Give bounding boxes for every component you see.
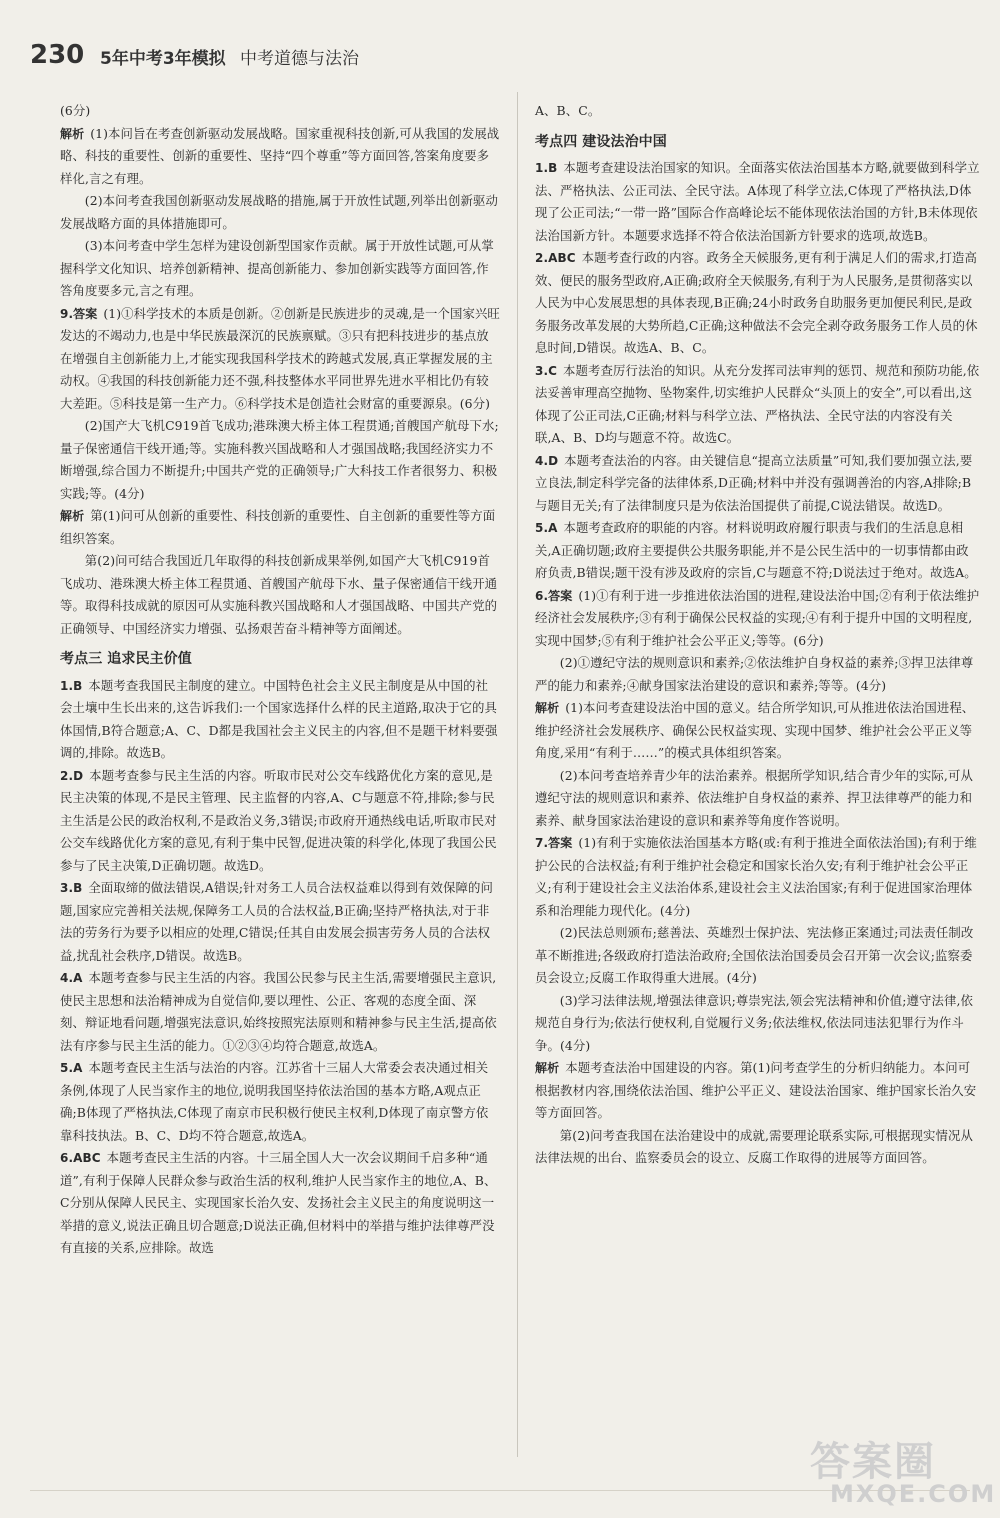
paragraph (535, 832, 980, 922)
watermark-line1: 答案圈 (810, 1439, 936, 1485)
answer-label: 6.ABC (60, 1151, 101, 1165)
paragraph (60, 877, 500, 967)
paragraph-text: (2)本问考查我国创新驱动发展战略的措施,属于开放性试题,列举出创新驱动发展战略方面的具体措施即可。 (60, 193, 498, 231)
answer-label: 9.答案 (60, 306, 98, 321)
paragraph-text: 本题考查民主生活与法治的内容。江苏省十三届人大常委会表决通过相关条例,体现了人民当家作主的地位,说明我国坚持依法治国的基本方略,A观点正确;B体现了严格执法,C体现了南京市民积极行使民主权利,D体现了南京警方依靠科技执法。B、C、D均不符合题意,故选A。 (60, 1060, 489, 1143)
paragraph (60, 675, 500, 765)
section-heading: 考点四 建设法治中国 (535, 133, 667, 150)
paragraph-text: 本题考查建设法治国家的知识。全面落实依法治国基本方略,就要做到科学立法、严格执法、公正司法、全民守法。A体现了科学立法,C体现了严格执法,D体现了公正司法;“一带一路”国际合作高峰论坛不能体现依法治国的方针,B未体现依法治国新方针。本题要求选择不符合依法治国新方针要求的选项,故选B。 (535, 160, 980, 243)
paragraph-text: 本题考查行政的内容。政务全天候服务,更有利于满足人们的需求,打造高效、便民的服务型政府,A正确;政府全天候服务,有利于为人民服务,是贯彻落实以人民为中心发展思想的具体表现,B正确;24小时政务自助服务更加便民利民,是政务服务改革发展的大势所趋,C正确;这种做法不会完全剥夺政务服务工作人员的休息时间,D错误。故选A、B、C。 (535, 250, 978, 355)
paragraph-text: 本题考查法治中国建设的内容。第(1)问考查学生的分析归纳能力。本问可根据教材内容,围绕依法治国、维护公平正义、建设法治国家、维护国家长治久安等方面回答。 (535, 1060, 977, 1120)
answer-label: 2.ABC (535, 251, 576, 265)
answer-label: 6.答案 (535, 588, 573, 603)
paragraph (535, 1057, 980, 1125)
section-heading: 考点三 追求民主价值 (60, 651, 192, 667)
answer-label: 解析 (535, 701, 560, 715)
paragraph (535, 697, 980, 765)
paragraph-text: 本题考查参与民主生活的内容。听取市民对公交车线路优化方案的意见,是民主决策的体现,不是民主管理、民主监督的内容,A、C与题意不符,排除;参与民主生活是公民的政治权利,不是政治义务,3错误;市政府开通热线电话,听取市民对公交车线路优化方案的意见,有利于集中民智,促进决策的科学化,体现了我国公民参与了民主决策,D正确切题。故选D。 (60, 767, 497, 873)
paragraph-text: 本题考查参与民主生活的内容。我国公民参与民主生活,需要增强民主意识,使民主思想和法治精神成为自觉信仰,要以理性、公正、客观的态度全面、深刻、辩证地看问题,增强宪法意识,始终按照宪法原则和精神参与民主生活,提高依法有序参与民主生活的能力。①②③④均符合题意,故选A。 (60, 970, 497, 1053)
answer-label: 4.D (535, 453, 559, 468)
paragraph-text: (2)本问考查培养青少年的法治素养。根据所学知识,结合青少年的实际,可从遵纪守法的规则意识和素养、依法维护自身权益的素养、捍卫法律尊严的能力和素养、献身国家法治建设的意识和素养等角度作答说明。 (535, 767, 973, 828)
paragraph (60, 550, 500, 640)
paragraph (535, 517, 980, 585)
watermark-line2: MXQE.COM (830, 1480, 997, 1508)
paragraph (60, 123, 500, 191)
paragraph (535, 247, 980, 360)
page-number: 230 (30, 40, 85, 70)
answer-label: 2.D (60, 768, 84, 783)
paragraph-text: 第(1)问可从创新的重要性、科技创新的重要性、自主创新的重要性等方面组织答案。 (60, 508, 496, 546)
subject-title: 中考道德与法治 (240, 49, 359, 69)
paragraph-text: 第(2)问考查我国在法治建设中的成就,需要理论联系实际,可根据现实情况从法律法规的出台、监察委员会的设立、反腐工作取得的进展等方面回答。 (535, 1127, 973, 1165)
paragraph-text: 本题考查政府的职能的内容。材料说明政府履行职责与我们的生活息息相关,A正确切题;政府主要提供公共服务职能,并不是公民生活中的一切事情都由政府负责,B错误;题干没有涉及政府的宗旨,C与题意不符;D说法过于绝对。故选A。 (535, 520, 977, 580)
paragraph-text: (2)民法总则颁布;慈善法、英雄烈士保护法、宪法修正案通过;司法责任制改革不断推进;各级政府打造法治政府;全国依法治国委员会召开第一次会议;监察委员会设立;反腐工作取得重大进展。(4分) (535, 925, 974, 985)
answer-label: 解析 (60, 126, 85, 141)
paragraph-text: (1)①有利于进一步推进依法治国的进程,建设法治中国;②有利于依法维护经济社会发展秩序;③有利于确保公民权益的实现;④有利于提升中国的文明程度,实现中国梦;⑤有利于维护社会公平正义;等等。(6分) (535, 587, 980, 648)
paragraph (535, 1125, 980, 1170)
watermark-logo (800, 1430, 997, 1510)
paragraph-text: 第(2)问可结合我国近几年取得的科技创新成果举例,如国产大飞机C919首飞成功、港珠澳大桥主体工程贯通、首艘国产航母下水、量子保密通信干线开通等。取得科技成就的原因可从实施科教兴国战略和人才强国战略、中国共产党的正确领导、中国经济实力增强、弘扬艰苦奋斗精神等方面阐述。 (60, 553, 498, 636)
paragraph (60, 765, 500, 878)
paragraph (535, 765, 980, 833)
paragraph-text: (1)有利于实施依法治国基本方略(或:有利于推进全面依法治国);有利于维护公民的合法权益;有利于维护社会稳定和国家长治久安;有利于维护社会公平正义;有利于建设社会主义法治体系,建设社会主义法治国家;有利于促进国家治理体系和治理能力现代化。(4分) (535, 835, 977, 918)
paragraph (60, 303, 500, 416)
paragraph (60, 100, 500, 123)
left-column (60, 100, 500, 1260)
column-divider (517, 92, 518, 1457)
paragraph (60, 235, 500, 303)
paragraph (60, 415, 500, 505)
paragraph (60, 1147, 500, 1260)
paragraph-text: (1)本问考查建设法治中国的意义。结合所学知识,可从推进依法治国进程、维护经济社会发展秩序、确保公民权益实现、实现中国梦、维护社会公平正义等角度,采用“有利于……”的模式具体组织答案。 (535, 700, 975, 760)
answer-label: 1.B (60, 678, 83, 693)
paragraph (60, 1057, 500, 1147)
answer-label: 1.B (535, 161, 558, 175)
paragraph-text: A、B、C。 (535, 103, 601, 118)
paragraph-text: 本题考查我国民主制度的建立。中国特色社会主义民主制度是从中国的社会土壤中生长出来的,这告诉我们:一个国家选择什么样的民主道路,取决于它的具体国情,B符合题意;A、C、D都是我国社会主义民主的内容,但不是题干材料要强调的,排除。故选B。 (60, 677, 498, 760)
paragraph (535, 922, 980, 990)
paragraph (535, 157, 980, 247)
paragraph-text: (1)①科学技术的本质是创新。②创新是民族进步的灵魂,是一个国家兴旺发达的不竭动力,也是中华民族最深沉的民族禀赋。③只有把科技进步的基点放在增强自主创新能力上,才能实现我国科学技术的跨越式发展,真正掌握发展的主动权。④我国的科技创新能力还不强,科技整体水平同世界先进水平相比仍有较大差距。⑤科技是第一生产力。⑥科学技术是创造社会财富的重要源泉。(6分) (60, 305, 500, 411)
paragraph-text: 本题考查民主生活的内容。十三届全国人大一次会议期间千启多种“通道”,有利于保障人民群众参与政治生活的权利,维护人民当家作主的地位,A、B、C分别从保障人民民主、实现国家长治久安、发扬社会主义民主的角度说明这一举措的意义,说法正确且切合题意;D说法正确,但材料中的举措与维护法律尊严没有直接的关系,应排除。故选 (60, 1150, 497, 1255)
answer-label: 7.答案 (535, 836, 573, 850)
paragraph (535, 990, 980, 1058)
book-title: 5年中考3年模拟 (100, 49, 226, 69)
answer-label: 3.B (60, 881, 83, 895)
answer-label: 4.A (60, 971, 83, 985)
paragraph (535, 450, 980, 518)
page-header (0, 0, 1000, 70)
answer-label: 5.A (60, 1061, 83, 1075)
answer-label: 解析 (535, 1061, 560, 1075)
paragraph (535, 100, 980, 123)
answer-label: 5.A (535, 521, 558, 535)
paragraph (60, 190, 500, 235)
paragraph (535, 585, 980, 653)
answer-label: 解析 (60, 509, 85, 523)
paragraph-text: (3)学习法律法规,增强法律意识;尊崇宪法,领会宪法精神和价值;遵守法律,依规范自身行为;依法行使权利,自觉履行义务;依法维权,依法同违法犯罪行为作斗争。(4分) (535, 992, 974, 1053)
paragraph-text: (3)本问考查中学生怎样为建设创新型国家作贡献。属于开放性试题,可从掌握科学文化知识、培养创新精神、提高创新能力、参加创新实践等方面回答,作答角度要多元,言之有理。 (60, 238, 494, 298)
paragraph-text: 全面取缔的做法错误,A错误;针对务工人员合法权益难以得到有效保障的问题,国家应完善相关法规,保障务工人员的合法权益,B正确;坚持严格执法,对于非法的劳务行为要予以相应的处理,C错误;任其自由发展会损害劳务人员的合法权益,扰乱社会秩序,D错误。故选B。 (60, 880, 493, 963)
paragraph (535, 360, 980, 450)
paragraph (60, 505, 500, 550)
right-column (535, 100, 980, 1170)
paragraph-text: 本题考查法治的内容。由关键信息“提高立法质量”可知,我们要加强立法,要立良法,制定科学完备的法律体系,D正确;材料中并没有强调善治的内容,A排除;B与题目无关;有了法律制度只是为依法治国提供了前提,C说法错误。故选D。 (535, 452, 973, 513)
paragraph-text: 本题考查厉行法治的知识。从充分发挥司法审判的惩罚、规范和预防功能,依法妥善审理高空抛物、坠物案件,切实维护人民群众“头顶上的安全”,可以看出,这体现了公正司法,C正确;材料与科学立法、严格执法、全民守法的内容没有关联,A、B、D均与题意不符。故选C。 (535, 362, 980, 445)
paragraph-text: (2)国产大飞机C919首飞成功;港珠澳大桥主体工程贯通;首艘国产航母下水;量子保密通信干线开通;等。实施科教兴国战略和人才强国战略;我国经济实力不断增强,综合国力不断提升;中国共产党的正确领导;广大科技工作者很努力、积极实践;等。(4分) (60, 418, 499, 501)
paragraph-text: (2)①遵纪守法的规则意识和素养;②依法维护自身权益的素养;③捍卫法律尊严的能力和素养;④献身国家法治建设的意识和素养;等等。(4分) (535, 655, 974, 693)
paragraph-text: (6分) (60, 103, 91, 118)
paragraph (535, 652, 980, 697)
paragraph (60, 967, 500, 1057)
paragraph-text: (1)本问旨在考查创新驱动发展战略。国家重视科技创新,可从我国的发展战略、科技的重要性、创新的重要性、坚持“四个尊重”等方面回答,答案角度要多样化,言之有理。 (60, 125, 500, 186)
answer-label: 3.C (535, 363, 558, 378)
